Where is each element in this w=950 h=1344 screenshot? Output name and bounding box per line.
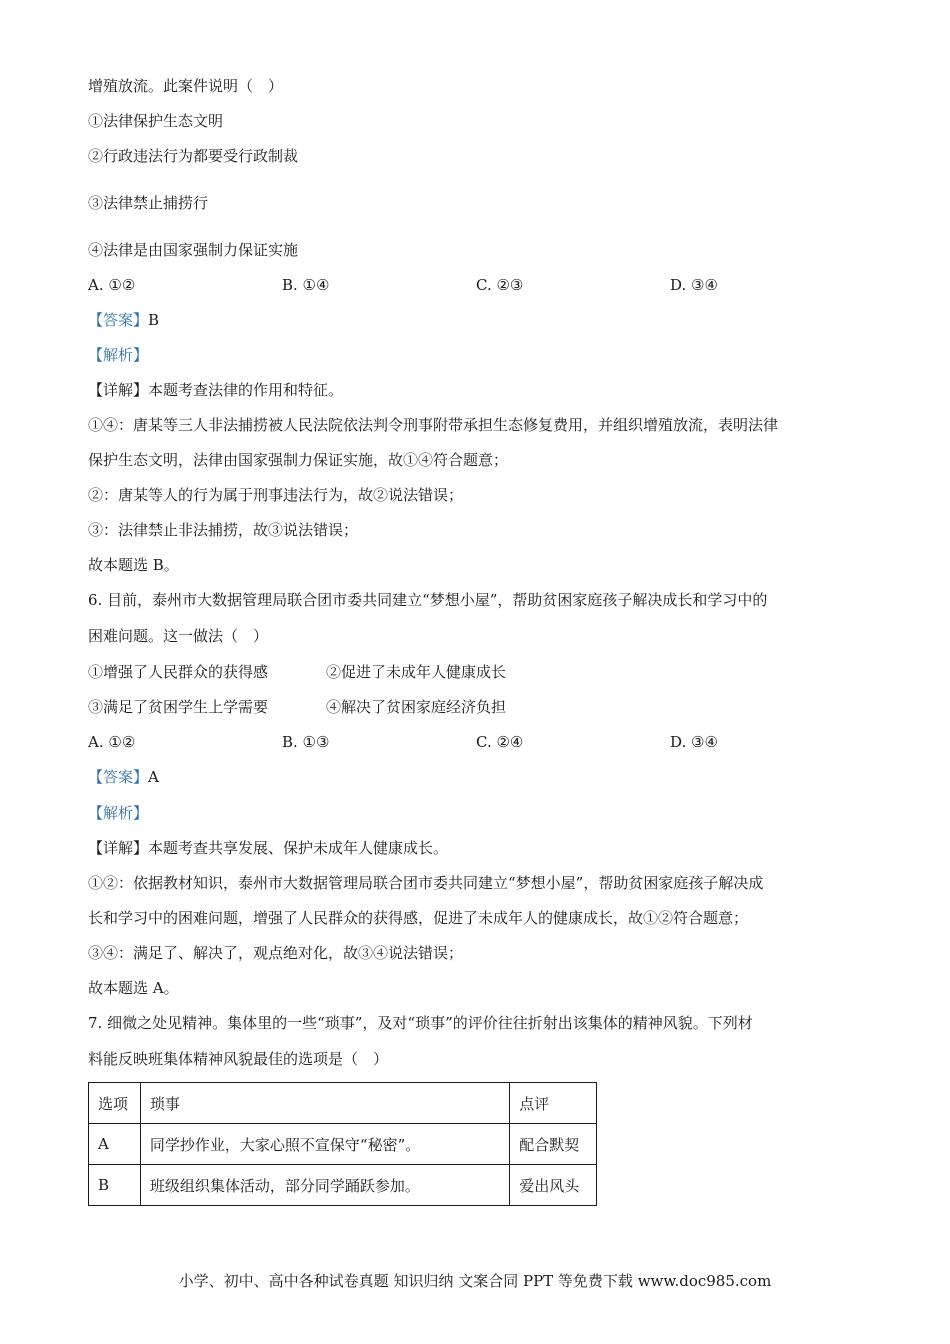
table-cell: A <box>89 1124 141 1165</box>
q5-explanation-line: 保护生态文明，法律由国家强制力保证实施，故①④符合题意； <box>88 451 509 469</box>
q7-stem: 料能反映班集体精神风貌最佳的选项是（ ） <box>88 1050 389 1068</box>
q6-option-b: B. ①③ <box>282 733 330 751</box>
table-header-cell: 点评 <box>510 1083 597 1124</box>
q6-detail <box>88 838 448 858</box>
table-cell: 班级组织集体活动，部分同学踊跃参加。 <box>140 1165 509 1206</box>
q6-conclusion: 故本题选 A。 <box>88 979 179 997</box>
table-header-cell: 选项 <box>89 1083 141 1124</box>
table-cell: 配合默契 <box>510 1124 597 1165</box>
q5-statement-1: ①法律保护生态文明 <box>88 112 224 130</box>
q6-analysis-tag: 【解析】 <box>88 804 149 822</box>
q5-statement-4: ④法律是由国家强制力保证实施 <box>88 241 299 259</box>
q5-explanation-line: ①④：唐某等三人非法捕捞被人民法院依法判令刑事附带承担生态修复费用，并组织增殖放流，表明法律 <box>88 416 779 434</box>
answer-value: A <box>148 768 159 786</box>
detail-text: 本题考查共享发展、保护未成年人健康成长。 <box>148 839 449 857</box>
q5-answer <box>88 310 159 330</box>
table-row <box>89 1165 597 1206</box>
q6-statement-4: ④解决了贫困家庭经济负担 <box>326 698 507 716</box>
detail-tag: 【详解】 <box>88 381 149 399</box>
q6-option-a: A. ①② <box>88 733 136 751</box>
detail-tag: 【详解】 <box>88 839 149 857</box>
table-header-row <box>89 1083 597 1124</box>
q6-answer <box>88 767 159 787</box>
q5-option-a: A. ①② <box>88 276 136 294</box>
q6-statement-1: ①增强了人民群众的获得感 <box>88 663 269 681</box>
q6-option-d: D. ③④ <box>670 733 718 751</box>
q5-option-d: D. ③④ <box>670 276 718 294</box>
q6-explanation-line: ①②：依据教材知识，泰州市大数据管理局联合团市委共同建立“梦想小屋”，帮助贫困家庭孩子解决成 <box>88 874 764 892</box>
q6-stem: 困难问题。这一做法（ ） <box>88 627 269 645</box>
q5-option-b: B. ①④ <box>282 276 330 294</box>
q6-explanation-line: 长和学习中的困难问题，增强了人民群众的获得感，促进了未成年人的健康成长，故①②符合题意； <box>88 909 749 927</box>
table-header-cell: 琐事 <box>140 1083 509 1124</box>
table-cell: 同学抄作业，大家心照不宣保守“秘密”。 <box>140 1124 509 1165</box>
q6-explanation-line: ③④：满足了、解决了，观点绝对化，故③④说法错误； <box>88 944 464 962</box>
q5-explanation-line: ②：唐某等人的行为属于刑事违法行为，故②说法错误； <box>88 486 464 504</box>
q5-explanation-line: ③：法律禁止非法捕捞，故③说法错误； <box>88 521 359 539</box>
table-cell: B <box>89 1165 141 1206</box>
q7-stem: 7. 细微之处见精神。集体里的一些“琐事”，及对“琐事”的评价往往折射出该集体的精神风貌。下列材 <box>88 1014 753 1032</box>
q6-stem: 6. 目前，泰州市大数据管理局联合团市委共同建立“梦想小屋”，帮助贫困家庭孩子解决成长和学习中的 <box>88 591 768 609</box>
q5-analysis-tag: 【解析】 <box>88 346 149 364</box>
table-row <box>89 1124 597 1165</box>
answer-value: B <box>148 311 160 329</box>
q5-statement-3: ③法律禁止捕捞行 <box>88 194 209 212</box>
page-footer: 小学、初中、高中各种试卷真题 知识归纳 文案合同 PPT 等免费下载 www.doc985.com <box>178 1272 772 1290</box>
q5-detail <box>88 380 343 400</box>
detail-text: 本题考查法律的作用和特征。 <box>148 381 344 399</box>
q5-conclusion: 故本题选 B。 <box>88 556 179 574</box>
q5-stem-tail: 增殖放流。此案件说明（ ） <box>88 77 284 95</box>
answer-tag: 【答案】 <box>88 311 149 329</box>
q5-option-c: C. ②③ <box>476 276 524 294</box>
q6-statement-2: ②促进了未成年人健康成长 <box>326 663 507 681</box>
q6-option-c: C. ②④ <box>476 733 524 751</box>
q6-statement-3: ③满足了贫困学生上学需要 <box>88 698 269 716</box>
table-cell: 爱出风头 <box>510 1165 597 1206</box>
q5-statement-2: ②行政违法行为都要受行政制裁 <box>88 147 299 165</box>
answer-tag: 【答案】 <box>88 768 149 786</box>
q7-options-table <box>88 1082 597 1206</box>
